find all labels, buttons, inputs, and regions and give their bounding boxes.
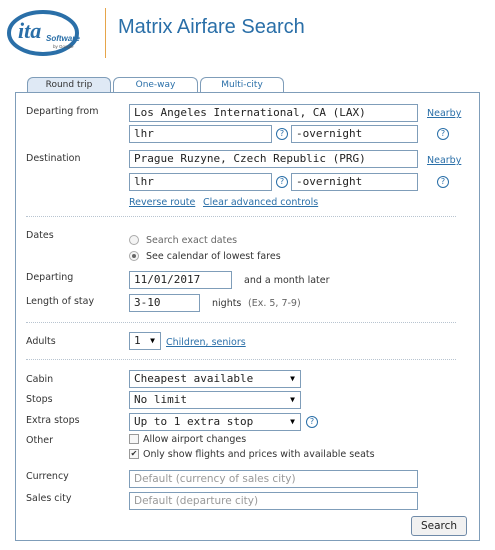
destination-extension-input[interactable]: -overnight bbox=[291, 173, 418, 191]
logo-subtext: Software bbox=[46, 34, 80, 43]
departing-from-input[interactable]: Los Angeles International, CA (LAX) bbox=[129, 104, 418, 122]
calendar-lowest-fares-label: See calendar of lowest fares bbox=[146, 251, 281, 262]
other-label: Other bbox=[26, 435, 53, 446]
reverse-route-link[interactable]: Reverse route bbox=[129, 197, 196, 208]
departing-suffix: and a month later bbox=[244, 275, 330, 286]
chevron-down-icon: ▼ bbox=[290, 395, 295, 404]
section-divider bbox=[26, 216, 456, 217]
tab-multi-city[interactable]: Multi-city bbox=[200, 77, 284, 92]
help-icon[interactable]: ? bbox=[437, 128, 449, 140]
calendar-lowest-fares-radio[interactable] bbox=[129, 251, 139, 261]
chevron-down-icon: ▼ bbox=[290, 374, 295, 383]
extra-stops-select[interactable] bbox=[129, 413, 301, 431]
departing-date-input[interactable]: 11/01/2017 bbox=[129, 271, 232, 289]
destination-label: Destination bbox=[26, 153, 81, 164]
destination-nearby-link[interactable]: Nearby bbox=[427, 155, 462, 166]
help-icon[interactable]: ? bbox=[276, 176, 288, 188]
help-icon[interactable]: ? bbox=[276, 128, 288, 140]
help-icon[interactable]: ? bbox=[306, 416, 318, 428]
allow-airport-changes-label: Allow airport changes bbox=[143, 434, 247, 445]
help-icon[interactable]: ? bbox=[437, 176, 449, 188]
page-title: Matrix Airfare Search bbox=[118, 16, 305, 38]
dates-label: Dates bbox=[26, 230, 54, 241]
sales-city-label: Sales city bbox=[26, 493, 72, 504]
section-divider bbox=[26, 359, 456, 360]
stops-label: Stops bbox=[26, 394, 53, 405]
ita-logo-mark bbox=[6, 8, 86, 58]
adults-value: 1 bbox=[134, 334, 141, 347]
cabin-label: Cabin bbox=[26, 374, 54, 385]
logo-byline: by Google bbox=[53, 44, 74, 49]
search-exact-dates-radio[interactable] bbox=[129, 235, 139, 245]
chevron-down-icon: ▼ bbox=[290, 417, 295, 426]
destination-routing-input[interactable]: lhr bbox=[129, 173, 272, 191]
only-available-seats-checkbox[interactable] bbox=[129, 449, 139, 459]
chevron-down-icon: ▼ bbox=[150, 336, 155, 345]
cabin-value: Cheapest available bbox=[134, 372, 254, 385]
search-button[interactable]: Search bbox=[411, 516, 467, 536]
section-divider bbox=[26, 322, 456, 323]
nights-label: nights bbox=[212, 298, 242, 309]
children-seniors-link[interactable]: Children, seniors bbox=[166, 337, 246, 348]
departing-extension-input[interactable]: -overnight bbox=[291, 125, 418, 143]
adults-select[interactable] bbox=[129, 332, 161, 350]
currency-input[interactable]: Default (currency of sales city) bbox=[129, 470, 418, 488]
ita-software-logo bbox=[6, 8, 86, 58]
only-available-seats-label: Only show flights and prices with available seats bbox=[143, 449, 375, 460]
adults-label: Adults bbox=[26, 336, 56, 347]
tab-one-way[interactable]: One-way bbox=[113, 77, 198, 92]
departing-nearby-link[interactable]: Nearby bbox=[427, 108, 462, 119]
stops-select[interactable] bbox=[129, 391, 301, 409]
departing-from-label: Departing from bbox=[26, 106, 99, 117]
check-icon: ✔ bbox=[130, 449, 138, 458]
header-divider bbox=[105, 8, 106, 58]
destination-input[interactable]: Prague Ruzyne, Czech Republic (PRG) bbox=[129, 150, 418, 168]
length-of-stay-hint: (Ex. 5, 7-9) bbox=[248, 298, 301, 309]
extra-stops-label: Extra stops bbox=[26, 415, 80, 426]
length-of-stay-input[interactable]: 3-10 bbox=[129, 294, 200, 312]
extra-stops-value: Up to 1 extra stop bbox=[134, 415, 254, 428]
clear-advanced-controls-link[interactable]: Clear advanced controls bbox=[203, 197, 319, 208]
search-exact-dates-label: Search exact dates bbox=[146, 235, 238, 246]
length-of-stay-label: Length of stay bbox=[26, 296, 95, 307]
departing-routing-input[interactable]: lhr bbox=[129, 125, 272, 143]
stops-value: No limit bbox=[134, 393, 187, 406]
departing-label: Departing bbox=[26, 272, 74, 283]
tab-round-trip[interactable]: Round trip bbox=[27, 77, 111, 93]
sales-city-input[interactable]: Default (departure city) bbox=[129, 492, 418, 510]
currency-label: Currency bbox=[26, 471, 69, 482]
cabin-select[interactable] bbox=[129, 370, 301, 388]
logo-text: ita bbox=[18, 18, 42, 43]
allow-airport-changes-checkbox[interactable] bbox=[129, 434, 139, 444]
